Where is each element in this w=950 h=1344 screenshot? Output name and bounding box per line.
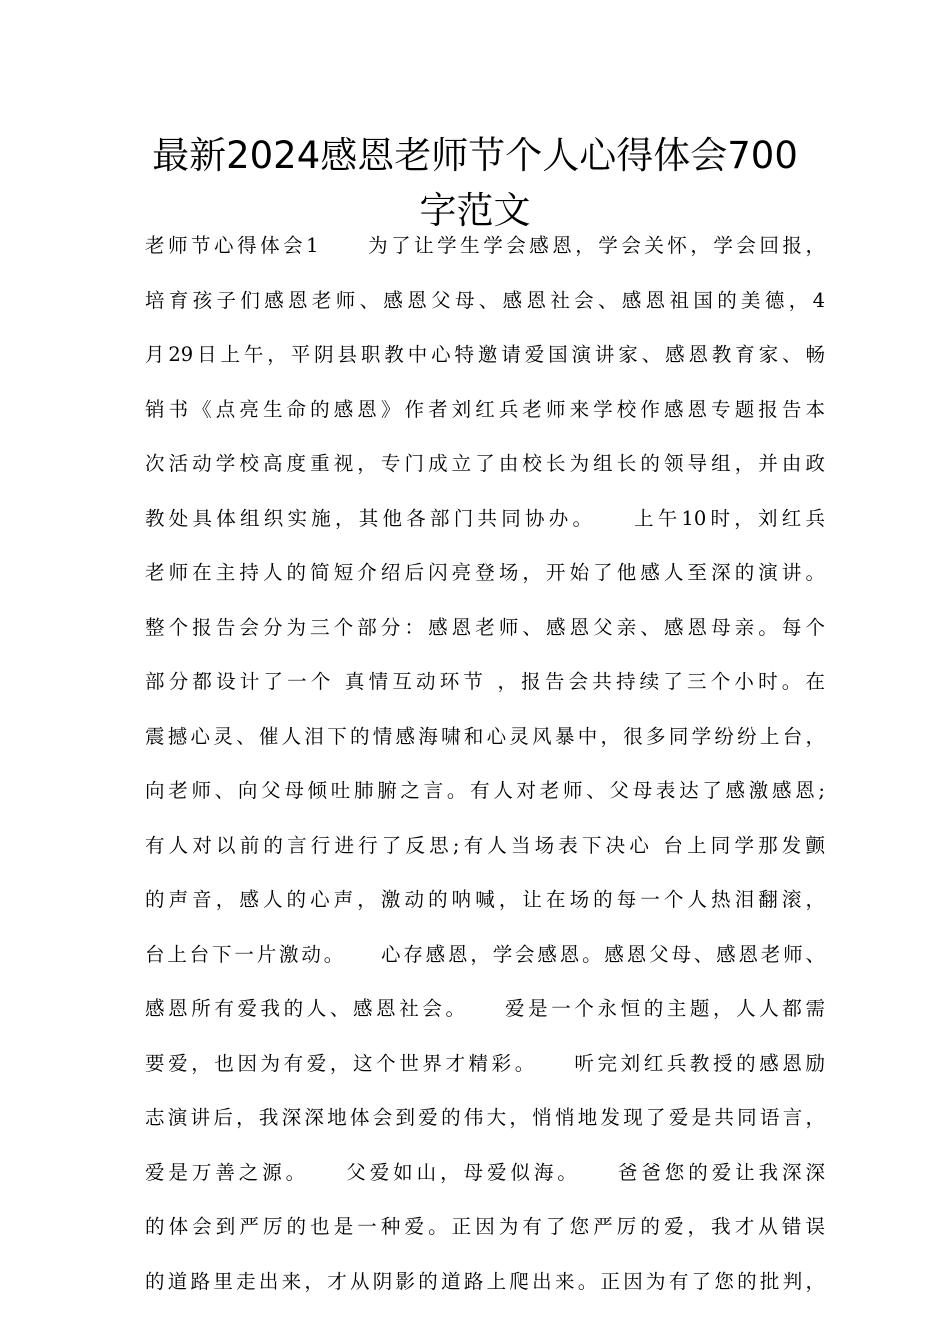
body-line: 的道路里走出来，才从阴影的道路上爬出来。正因为有了您的批判， <box>145 1269 825 1293</box>
title-line: 字范文 <box>419 189 531 232</box>
body-line: 部分都设计了一个 真情互动环节 ，报告会共持续了三个小时。在 <box>145 670 825 693</box>
title-line: 最新2024感恩老师节个人心得体会700 <box>152 134 798 177</box>
body-line: 培育孩子们感恩老师、感恩父母、感恩社会、感恩祖国的美德，4 <box>145 288 825 312</box>
body-line: 的声音，感人的心声，激动的呐喊，让在场的每一个人热泪翻滚， <box>145 888 825 911</box>
body-line: 台上台下一片激动。 心存感恩，学会感恩。感恩父母、感恩老师、 <box>145 942 825 966</box>
body-line: 向老师、向父母倾吐肺腑之言。有人对老师、父母表达了感激感恩; <box>145 779 825 802</box>
body-line: 的体会到严厉的也是一种爱。正因为有了您严厉的爱，我才从错误 <box>145 1215 825 1238</box>
body-line: 销书《点亮生命的感恩》作者刘红兵老师来学校作感恩专题报告本 <box>145 397 825 421</box>
body-line: 志演讲后，我深深地体会到爱的伟大，悄悄地发现了爱是共同语言， <box>145 1106 825 1129</box>
body-line: 月29日上午，平阴县职教中心特邀请爱国演讲家、感恩教育家、畅 <box>145 343 825 366</box>
document-body <box>145 232 825 1322</box>
body-line: 有人对以前的言行进行了反思;有人当场表下决心 台上同学那发颤 <box>145 833 825 857</box>
body-line: 老师节心得体会1 为了让学生学会感恩，学会关怀，学会回报， <box>145 234 825 257</box>
body-line: 整个报告会分为三个部分：感恩老师、感恩父亲、感恩母亲。每个 <box>145 615 825 639</box>
body-line: 要爱，也因为有爱，这个世界才精彩。 听完刘红兵教授的感恩励 <box>145 1051 825 1075</box>
body-line: 次活动学校高度重视，专门成立了由校长为组长的领导组，并由政 <box>145 452 825 475</box>
body-line: 教处具体组织实施，其他各部门共同协办。 上午10时，刘红兵 <box>145 506 825 530</box>
body-line: 感恩所有爱我的人、感恩社会。 爱是一个永恒的主题，人人都需 <box>145 997 825 1020</box>
body-line: 老师在主持人的简短介绍后闪亮登场，开始了他感人至深的演讲。 <box>145 561 825 584</box>
body-line: 爱是万善之源。 父爱如山，母爱似海。 爸爸您的爱让我深深 <box>145 1160 825 1184</box>
body-line: 震撼心灵、催人泪下的情感海啸和心灵风暴中，很多同学纷纷上台， <box>145 724 825 748</box>
document-title <box>100 128 850 238</box>
